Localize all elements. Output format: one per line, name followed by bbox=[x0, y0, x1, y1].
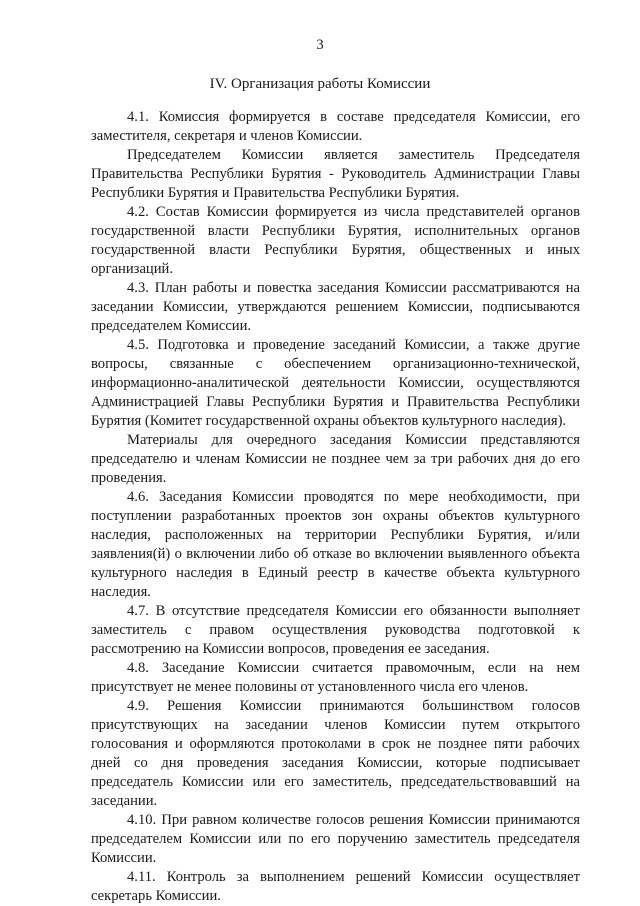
paragraph-4-8: 4.8. Заседание Комиссии считается правомочным, если на нем присутствует не менее половины от установленного числа его членов. bbox=[91, 660, 580, 695]
paragraph-4-6: 4.6. Заседания Комиссии проводятся по мере необходимости, при поступлении разработанных проектов зон охраны объектов культурного наследия, расположенных на территории Республики Бурятия, и/или заявления(й) о включении либо об отказе во включении выявленного объекта культурного наследия в Единый реестр в качестве объекта культурного наследия. bbox=[91, 489, 580, 600]
paragraph-4-9: 4.9. Решения Комиссии принимаются большинством голосов присутствующих на заседании членов Комиссии путем открытого голосования и оформляются протоколами в срок не позднее пяти рабочих дней со дня проведения заседания Комиссии, которые подписывает председатель Комиссии или его заместитель, председательствовавший на заседании. bbox=[91, 698, 580, 809]
paragraph-materials: Материалы для очередного заседания Комиссии представляются председателю и членам Комиссии не позднее чем за три рабочих дня до его проведения. bbox=[91, 432, 580, 486]
paragraph-4-7: 4.7. В отсутствие председателя Комиссии его обязанности выполняет заместитель с правом осуществления руководства подготовкой к рассмотрению на Комиссии вопросов, проведения ее заседания. bbox=[91, 603, 580, 657]
paragraph-4-5: 4.5. Подготовка и проведение заседаний Комиссии, а также другие вопросы, связанные с обеспечением организационно-технической, информационно-аналитической деятельности Комиссии, осуществляются Администрацией Главы Республики Бурятия и Правительства Республики Бурятия (Комитет государственной охраны объектов культурного наследия). bbox=[91, 337, 580, 429]
page-number: 3 bbox=[316, 37, 324, 53]
paragraph-chairman: Председателем Комиссии является заместитель Председателя Правительства Республики Бурятия - Руководитель Администрации Главы Республики Бурятия и Правительства Республики Бурятия. bbox=[91, 147, 580, 201]
paragraph-4-2: 4.2. Состав Комиссии формируется из числа представителей органов государственной власти Республики Бурятия, исполнительных органов государственной власти Республики Бурятия, общественных и иных организаций. bbox=[91, 204, 580, 277]
paragraph-4-10: 4.10. При равном количестве голосов решения Комиссии принимаются председателем Комиссии или по его поручению заместитель председателя Комиссии. bbox=[91, 812, 580, 866]
document-body bbox=[91, 108, 580, 906]
paragraph-4-1: 4.1. Комиссия формируется в составе председателя Комиссии, его заместителя, секретаря и членов Комиссии. bbox=[91, 109, 580, 144]
paragraph-4-11: 4.11. Контроль за выполнением решений Комиссии осуществляет секретарь Комиссии. bbox=[91, 869, 580, 904]
section-title: IV. Организация работы Комиссии bbox=[209, 76, 431, 92]
paragraph-4-3: 4.3. План работы и повестка заседания Комиссии рассматриваются на заседании Комиссии, утверждаются решением Комиссии, подписываются председателем Комиссии. bbox=[91, 280, 580, 334]
